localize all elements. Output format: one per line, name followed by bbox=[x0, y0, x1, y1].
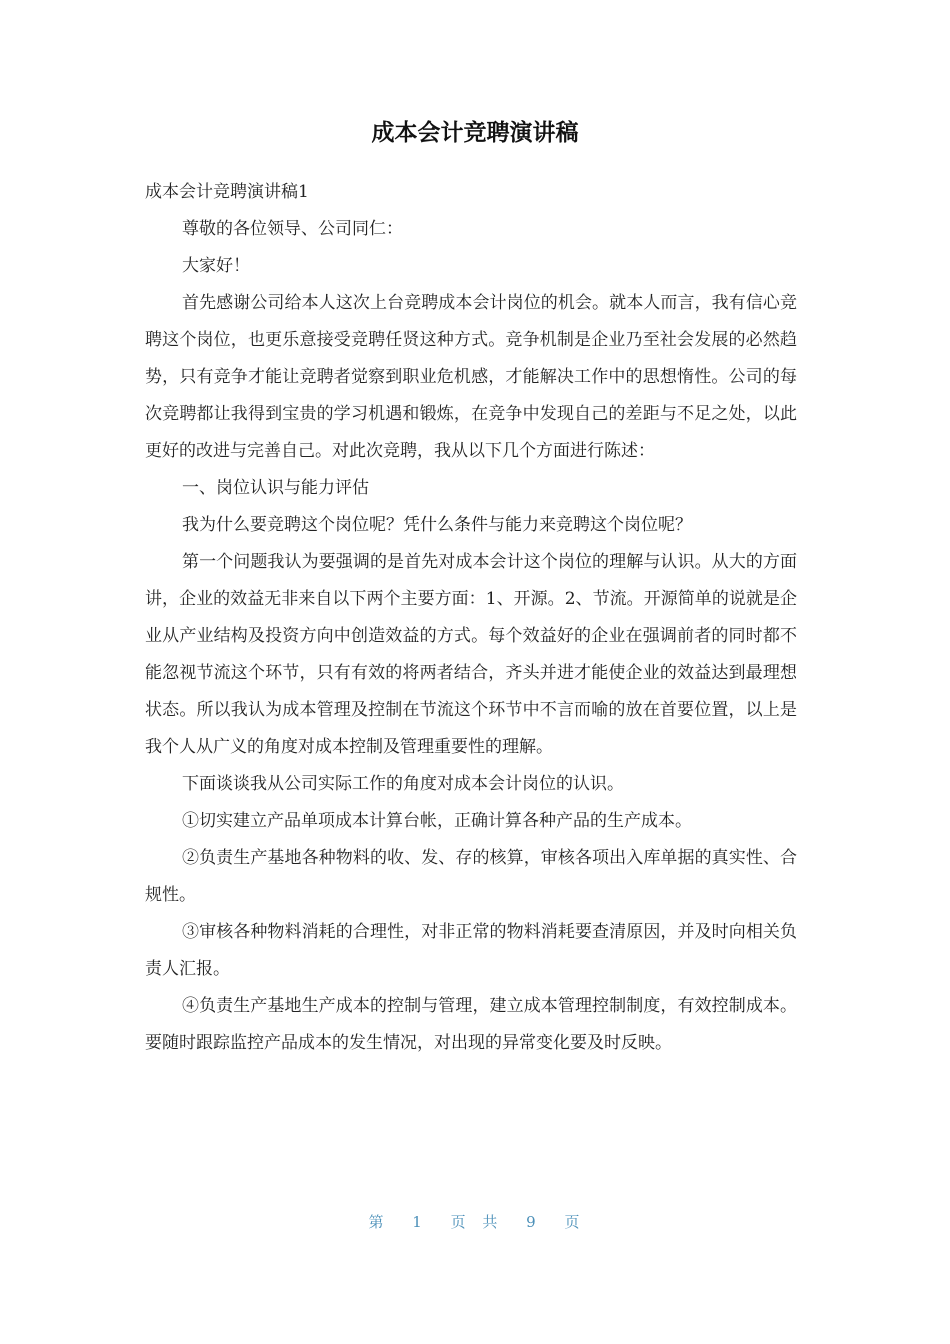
current-page-number: 1 bbox=[412, 1213, 424, 1231]
subheading-position-assessment: 一、岗位认识与能力评估 bbox=[182, 478, 369, 498]
total-page-count: 9 bbox=[526, 1213, 538, 1231]
paragraph-practical-view: 下面谈谈我从公司实际工作的角度对成本会计岗位的认识。 bbox=[182, 774, 624, 794]
list-item-3: ③审核各种物料消耗的合理性，对非正常的物料消耗要查清原因，并及时向相关负责人汇报。 bbox=[145, 922, 797, 979]
document-body bbox=[145, 174, 797, 1062]
document-title: 成本会计竞聘演讲稿 bbox=[371, 120, 579, 146]
page-label-suffix: 页 bbox=[564, 1213, 582, 1231]
section-heading: 成本会计竞聘演讲稿1 bbox=[145, 182, 309, 202]
page-label-prefix: 第 bbox=[368, 1213, 386, 1231]
paragraph-introduction: 首先感谢公司给本人这次上台竞聘成本会计岗位的机会。就本人而言，我有信心竞聘这个岗位，也更乐意接受竞聘任贤这种方式。竞争机制是企业乃至社会发展的必然趋势，只有竞争才能让竞聘者觉察到职业危机感，才能解决工作中的思想惰性。公司的每次竞聘都让我得到宝贵的学习机遇和锻炼，在竞争中发现自己的差距与不足之处，以此更好的改进与完善自己。对此次竞聘，我从以下几个方面进行陈述： bbox=[145, 293, 797, 461]
paragraph-understanding: 第一个问题我认为要强调的是首先对成本会计这个岗位的理解与认识。从大的方面讲，企业的效益无非来自以下两个主要方面：1、开源。2、节流。开源简单的说就是企业从产业结构及投资方向中创造效益的方式。每个效益好的企业在强调前者的同时都不能忽视节流这个环节，只有有效的将两者结合，齐头并进才能使企业的效益达到最理想状态。所以我认为成本管理及控制在节流这个环节中不言而喻的放在首要位置，以上是我个人从广义的角度对成本控制及管理重要性的理解。 bbox=[145, 552, 797, 757]
salutation: 尊敬的各位领导、公司同仁： bbox=[182, 219, 403, 239]
list-item-1: ①切实建立产品单项成本计算台帐，正确计算各种产品的生产成本。 bbox=[182, 811, 692, 831]
page-label-middle: 页 共 bbox=[450, 1213, 500, 1231]
page-number-footer bbox=[0, 1210, 950, 1234]
greeting: 大家好！ bbox=[182, 256, 250, 276]
paragraph-question: 我为什么要竞聘这个岗位呢？凭什么条件与能力来竞聘这个岗位呢？ bbox=[182, 515, 692, 535]
list-item-4: ④负责生产基地生产成本的控制与管理，建立成本管理控制制度，有效控制成本。要随时跟踪监控产品成本的发生情况，对出现的异常变化要及时反映。 bbox=[145, 996, 797, 1053]
list-item-2: ②负责生产基地各种物料的收、发、存的核算，审核各项出入库单据的真实性、合规性。 bbox=[145, 848, 797, 905]
